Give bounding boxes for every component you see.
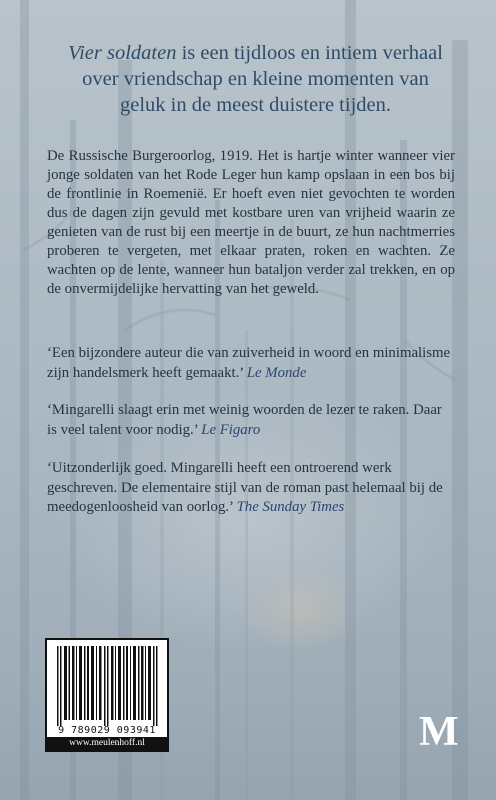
- barcode-icon: [55, 646, 159, 726]
- quote-source: Le Figaro: [201, 421, 261, 438]
- quote-source: Le Monde: [246, 364, 307, 381]
- publisher-logo: M: [419, 709, 459, 755]
- book-title: Vier soldaten: [68, 42, 177, 64]
- publisher-url: www.meulenhoff.nl: [47, 737, 167, 750]
- synopsis-paragraph: De Russische Burgeroorlog, 1919. Het is hartje winter wanneer vier jonge soldaten van het Rode Leger hun kamp opslaan in een bos bij de frontlinie in Roemenië. Er hoeft even niet gevochten te worden dus de dagen zijn gevuld met kostbare uren van vrijheid waarin ze genieten van de rust bij een meertje in de buurt, ze hun nachtmerries proberen te vergeten, met elkaar praten, roken en wachten. Ze wachten op de lente, wanneer hun bataljon verder zal trekken, en op de onvermijdelijke hervatting van het geweld.: [47, 148, 455, 297]
- review-quote-1: [47, 344, 455, 383]
- blurb-headline: [58, 40, 453, 118]
- quote-source: The Sunday Times: [236, 499, 345, 515]
- blurb-text: is een tijdloos en intiem verhaal over vriendschap en kleine momenten van geluk in de meest duistere tijden.: [82, 42, 443, 116]
- review-quote-2: [47, 401, 455, 440]
- quote-text: ‘Een bijzondere auteur die van zuiverheid in woord en minimalisme zijn handelsmerk heeft gemaakt.’: [47, 345, 451, 381]
- quote-text: ‘Mingarelli slaagt erin met weinig woorden de lezer te raken. Daar is veel talent voor nodig.’: [47, 402, 442, 438]
- barcode-label: [45, 638, 169, 752]
- quote-text: ‘Uitzonderlijk goed. Mingarelli heeft een ontroerend werk geschreven. De elementaire stijl van de roman past helemaal bij de meedogenloosheid van oorlog.’: [47, 460, 443, 515]
- isbn-number: 9 789029 093941: [58, 725, 156, 736]
- review-quote-3: [47, 459, 455, 518]
